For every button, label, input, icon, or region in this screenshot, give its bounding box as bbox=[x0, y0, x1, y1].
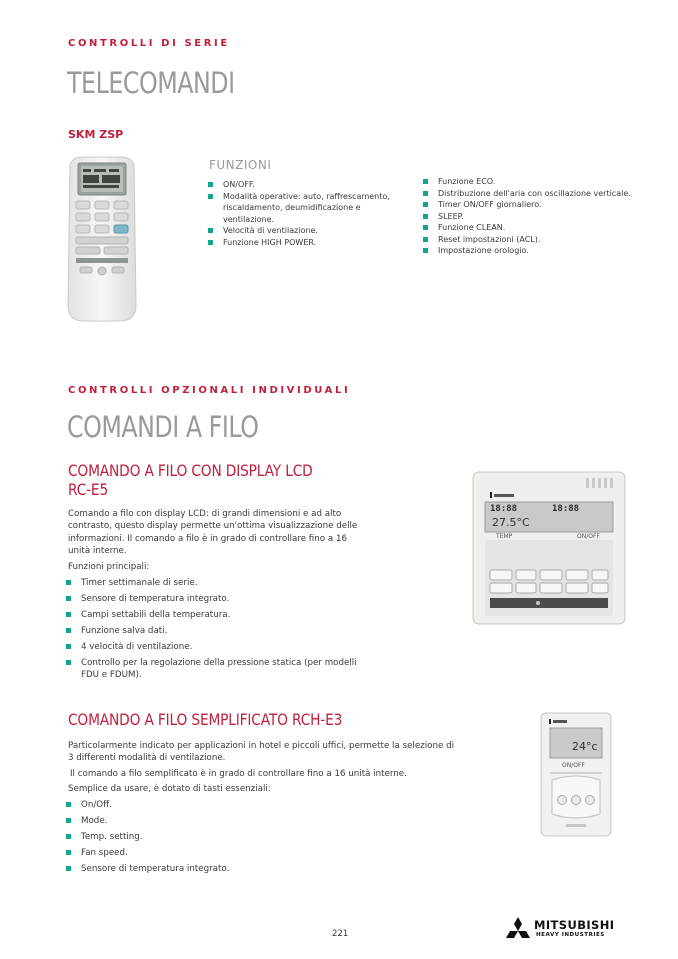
rche3-onoff-label: ON/OFF bbox=[562, 762, 585, 769]
list-item: Modalità operative: auto, raffrescamento, riscaldamento, deumidificazione e ventilazione. bbox=[206, 191, 411, 226]
list-item: SLEEP. bbox=[421, 211, 636, 223]
list-item: Timer ON/OFF giornaliero. bbox=[421, 199, 636, 211]
rche3-device-body bbox=[540, 712, 612, 838]
rce5-onoff-label: ON/OFF bbox=[577, 533, 600, 540]
list-item: Distribuzione dell'aria con oscillazione verticale. bbox=[421, 188, 636, 200]
rce5-title-line1: COMANDO A FILO CON DISPLAY LCD bbox=[68, 461, 313, 480]
rce5-title-line2: RC-E5 bbox=[68, 480, 109, 499]
rce5-lcd-time-left: 18:88 bbox=[490, 504, 518, 514]
brand-name: MITSUBISHI bbox=[534, 918, 615, 932]
rce5-temp-label: TEMP bbox=[496, 533, 513, 540]
three-diamonds-icon bbox=[505, 916, 531, 942]
list-item: Sensore di temperatura integrato. bbox=[64, 591, 364, 607]
list-item: On/Off. bbox=[64, 797, 364, 813]
list-item: Mode. bbox=[64, 813, 364, 829]
mitsubishi-logo bbox=[505, 916, 630, 944]
rche3-description-2: Il comando a filo semplificato è in grado di controllare fino a 16 unità interne. bbox=[70, 769, 407, 779]
rche3-features-list bbox=[64, 797, 364, 877]
list-item: Reset impostazioni (ACL). bbox=[421, 234, 636, 246]
list-item: Timer settimanale di serie. bbox=[64, 575, 364, 591]
rce5-lcd-temperature: 27.5°C bbox=[492, 516, 530, 529]
funzioni-list-left bbox=[206, 179, 411, 248]
list-item: Sensore di temperatura integrato. bbox=[64, 861, 364, 877]
funzioni-list-right bbox=[421, 176, 636, 257]
rche3-title: COMANDO A FILO SEMPLIFICATO RCH-E3 bbox=[68, 710, 343, 729]
page-number: 221 bbox=[332, 929, 349, 939]
rche3-description-1: Particolarmente indicato per applicazioni in hotel e piccoli uffici, permette la selezione di 3 differenti modalità di ventilazione. bbox=[68, 741, 455, 764]
list-item: Temp. setting. bbox=[64, 829, 364, 845]
list-item: 4 velocità di ventilazione. bbox=[64, 639, 364, 655]
rche3-lcd-temperature: 24°c bbox=[572, 740, 598, 753]
rce5-lcd-time-right: 18:88 bbox=[552, 504, 580, 514]
list-item: Controllo per la regolazione della pressione statica (per modelli FDU e FDUM). bbox=[64, 655, 364, 681]
rce5-description: Comando a filo con display LCD: di grandi dimensioni e ad alto contrasto, questo display permette un'ottima visualizzazione delle informazioni. Il comando a filo è in grado di controllare fino a 16 unità interne. bbox=[68, 509, 358, 557]
rche3-device-illustration bbox=[540, 712, 612, 838]
series-model: SKM ZSP bbox=[68, 128, 124, 141]
series-title: TELECOMANDI bbox=[67, 66, 235, 100]
rce5-features-intro: Funzioni principali: bbox=[68, 562, 150, 572]
rce5-device-body bbox=[472, 470, 627, 626]
skm-zsp-remote-illustration bbox=[64, 155, 140, 323]
optional-title: COMANDI A FILO bbox=[67, 410, 259, 444]
funzioni-title: FUNZIONI bbox=[209, 158, 272, 172]
optional-kicker: CONTROLLI OPZIONALI INDIVIDUALI bbox=[68, 385, 351, 396]
brand-subtitle: HEAVY INDUSTRIES bbox=[536, 932, 605, 938]
rce5-features-list bbox=[64, 575, 364, 681]
list-item: Funzione HIGH POWER. bbox=[206, 237, 411, 249]
rce5-device-illustration bbox=[472, 470, 627, 626]
list-item: Campi settabili della temperatura. bbox=[64, 607, 364, 623]
list-item: Funzione CLEAN. bbox=[421, 222, 636, 234]
list-item: Fan speed. bbox=[64, 845, 364, 861]
list-item: Velocità di ventilazione. bbox=[206, 225, 411, 237]
series-kicker: CONTROLLI DI SERIE bbox=[68, 38, 230, 49]
rche3-features-intro: Semplice da usare, è dotato di tasti essenziali: bbox=[68, 784, 271, 794]
list-item: Funzione salva dati. bbox=[64, 623, 364, 639]
list-item: Funzione ECO. bbox=[421, 176, 636, 188]
list-item: Impostazione orologio. bbox=[421, 245, 636, 257]
list-item: ON/OFF. bbox=[206, 179, 411, 191]
